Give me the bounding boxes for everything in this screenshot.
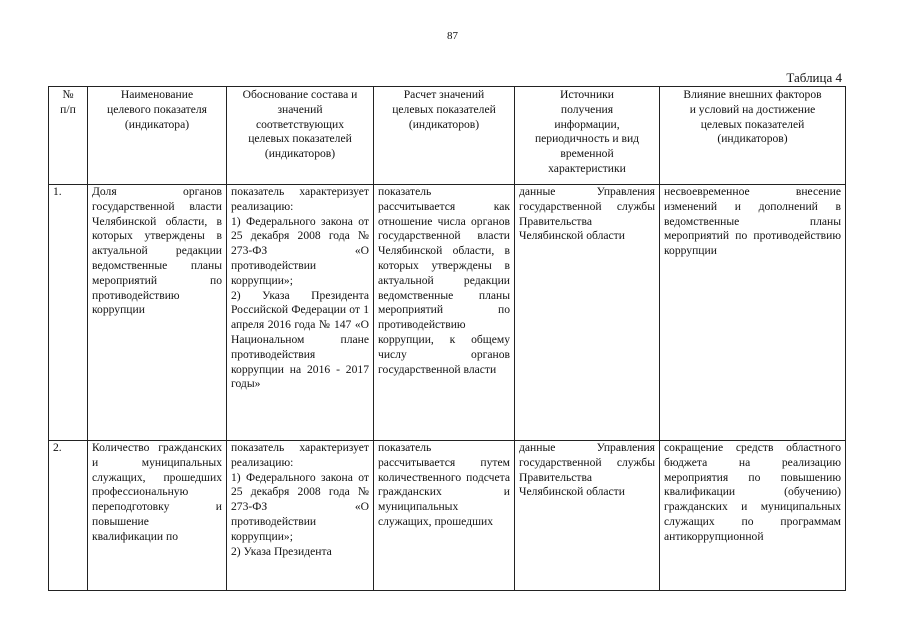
table-row bbox=[49, 441, 846, 591]
header-basis: Обоснование состава и значений соответствующих целевых показателей (индикаторов) bbox=[227, 87, 374, 185]
indicator-source: данные Управления государственной службы Правительства Челябинской области bbox=[515, 441, 660, 591]
indicator-name: Доля органов государственной власти Челябинской области, в которых утверждены в актуальной редакции ведомственные планы мероприятий по противодействию коррупции bbox=[88, 185, 227, 441]
indicator-source: данные Управления государственной службы Правительства Челябинской области bbox=[515, 185, 660, 441]
header-infl: Влияние внешних факторов и условий на достижение целевых показателей (индикаторов) bbox=[660, 87, 846, 185]
header-calc: Расчет значений целевых показателей (индикаторов) bbox=[374, 87, 515, 185]
page-number: 87 bbox=[447, 30, 458, 42]
table-row bbox=[49, 185, 846, 441]
table-header-row bbox=[49, 87, 846, 185]
indicator-basis: показатель характеризует реализацию: 1) Федерального закона от 25 декабря 2008 года № 273-ФЗ «О противодействии коррупции»; 2) Указа Президента bbox=[227, 441, 374, 591]
indicator-calc: показатель рассчитывается как отношение числа органов государственной власти Челябинской области, в которых утверждены в актуальной редакции ведомственные планы мероприятий по противодействию коррупции, к общему числу органов государственной власти bbox=[374, 185, 515, 441]
indicators-table bbox=[48, 86, 846, 591]
indicator-influence: сокращение средств областного бюджета на реализацию мероприятия по повышению квалификации (обучению) гражданских и муниципальных служащих по программам антикоррупционной bbox=[660, 441, 846, 591]
table-caption: Таблица 4 bbox=[786, 70, 842, 85]
indicator-name: Количество гражданских и муниципальных служащих, прошедших профессиональную переподготовку и повышение квалификации по bbox=[88, 441, 227, 591]
header-num: № п/п bbox=[49, 87, 88, 185]
indicator-basis: показатель характеризует реализацию: 1) Федерального закона от 25 декабря 2008 года № 273-ФЗ «О противодействии коррупции»; 2) Указа Президента Российской Федерации от 1 апреля 2016 года № 147 «О Национальном плане противодействия коррупции на 2016 - 2017 годы» bbox=[227, 185, 374, 441]
indicator-calc: показатель рассчитывается путем количественного подсчета гражданских и муниципальных служащих, прошедших bbox=[374, 441, 515, 591]
row-number: 2. bbox=[49, 441, 88, 591]
row-number: 1. bbox=[49, 185, 88, 441]
header-src: Источники получения информации, периодичность и вид временной характеристики bbox=[515, 87, 660, 185]
indicator-influence: несвоевременное внесение изменений и дополнений в ведомственные планы мероприятий по противодействию коррупции bbox=[660, 185, 846, 441]
header-name: Наименование целевого показателя (индикатора) bbox=[88, 87, 227, 185]
